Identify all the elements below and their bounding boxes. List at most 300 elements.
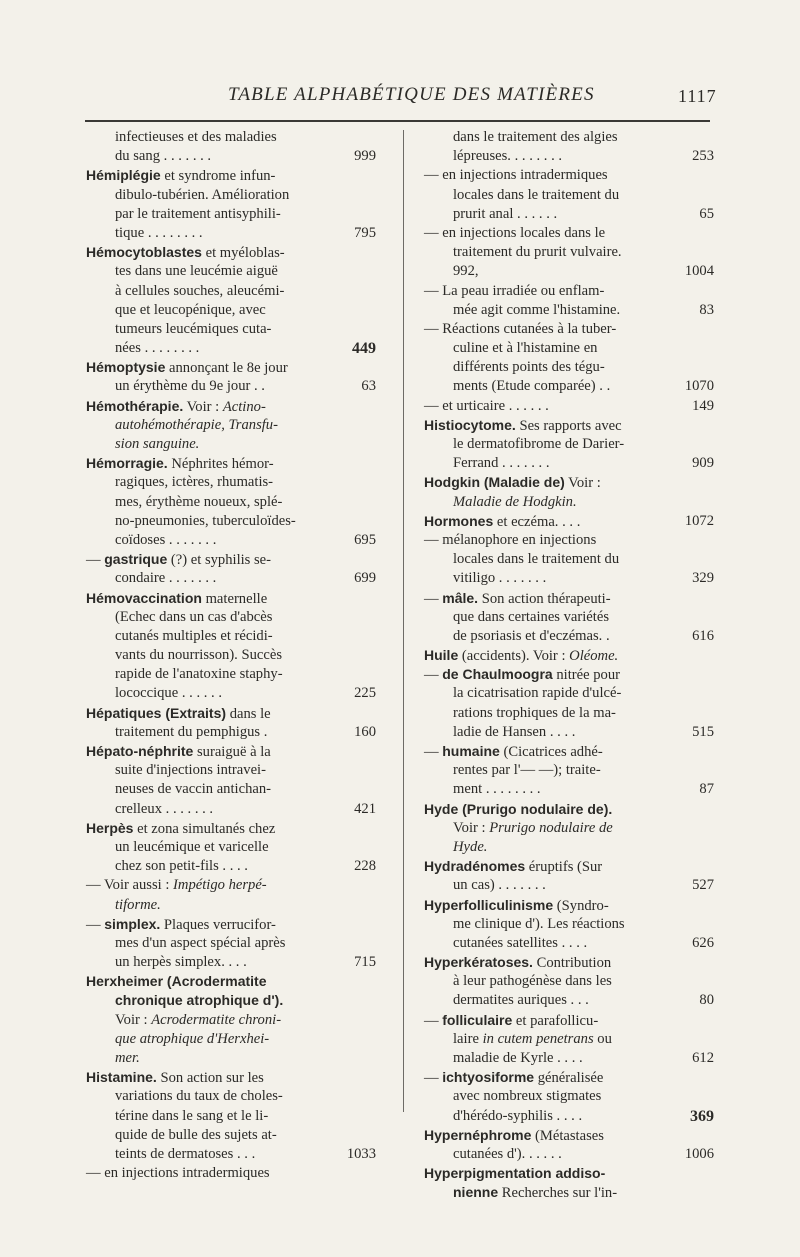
entry-headword: — [86, 877, 104, 894]
page-reference: 83 [699, 301, 714, 318]
entry-line [424, 186, 714, 205]
entry-headword: Hyperpigmentation addiso- [424, 1165, 606, 1182]
page-reference: 695 [354, 531, 376, 548]
entry-text: locales dans le traitement du [453, 551, 620, 568]
header-rule [85, 120, 710, 122]
entry-line [86, 416, 376, 435]
page-reference: 616 [692, 627, 714, 644]
index-entry [424, 1164, 714, 1202]
entry-headword: — [424, 531, 443, 548]
entry-text: en injections intradermiques [104, 1165, 270, 1182]
entry-text: mélanophore en injections [442, 531, 597, 548]
index-entry [424, 665, 714, 742]
entry-text: La peau irradiée ou enflam- [442, 282, 605, 299]
entry-text: un érythème du 9e jour . . [115, 378, 265, 395]
entry-text: culine et à l'histamine en [453, 340, 598, 357]
entry-text: et myéloblas- [201, 245, 285, 262]
entry-text: autohémothérapie, Transfu- [115, 416, 278, 433]
entry-text: mes, érythème noueux, splé- [115, 493, 283, 510]
entry-line [86, 1030, 376, 1049]
entry-headword: — gastrique [86, 551, 168, 569]
page-reference: 1006 [684, 1145, 714, 1162]
entry-text: rations trophiques de la ma- [453, 704, 616, 721]
entry-line [424, 301, 714, 320]
index-column-left [86, 128, 376, 1183]
entry-line [424, 723, 714, 742]
entry-text: térine dans le sang et le li- [115, 1107, 269, 1124]
index-column-right [424, 128, 714, 1203]
entry-text: et urticaire . . . . . . [442, 397, 549, 414]
index-entry [86, 358, 376, 396]
entry-text: Son action sur les [156, 1070, 264, 1087]
entry-headword: — [424, 320, 443, 337]
entry-line [424, 377, 714, 396]
entry-text: (Syndro- [553, 897, 609, 914]
page-number: 1117 [678, 86, 717, 106]
entry-line [86, 742, 376, 761]
entry-headword: — de Chaulmoogra [424, 666, 553, 684]
entry-text: de psoriasis et d'eczémas. . [453, 627, 610, 644]
entry-headword: — [424, 167, 443, 184]
entry-line [86, 761, 376, 780]
entry-line [86, 627, 376, 646]
entry-text: et zona simultanés chez [133, 820, 276, 837]
index-entry [424, 282, 714, 320]
index-entry [424, 531, 714, 589]
entry-text: nienne Recherches sur l'in- [453, 1184, 618, 1202]
entry-text: neuses de vaccin antichan- [115, 781, 271, 798]
entry-text: lococcique . . . . . . [115, 685, 222, 702]
page-reference: 160 [354, 723, 376, 740]
entry-line [86, 1164, 376, 1183]
page-reference: 421 [354, 800, 376, 817]
entry-headword: Hémovaccination [86, 589, 202, 606]
page-reference: 699 [354, 570, 376, 587]
entry-text: rapide de l'anatoxine staphy- [115, 666, 283, 683]
entry-text: du sang . . . . . . . [115, 148, 212, 165]
entry-text: Voir : Acrodermatite chroni- [115, 1011, 282, 1028]
entry-text: à cellules souches, aleucémi- [115, 282, 285, 299]
entry-text: et eczéma. . . . [493, 513, 581, 530]
entry-text: tiforme. [115, 896, 161, 913]
entry-text: différents points des tégu- [453, 359, 605, 376]
entry-text: traitement du pemphigus . [115, 723, 268, 740]
entry-line [86, 282, 376, 301]
index-entry [424, 128, 714, 166]
entry-text: dans le traitement des algies [453, 129, 618, 145]
entry-line [424, 704, 714, 723]
entry-line [86, 377, 376, 396]
entry-line [424, 224, 714, 243]
page-reference: 795 [354, 224, 376, 241]
index-entry [86, 819, 376, 877]
page-reference: 626 [692, 934, 714, 951]
entry-text: avec nombreux stigmates [453, 1088, 602, 1105]
entry-text: d'hérédo-syphilis . . . . [453, 1107, 583, 1124]
page-reference: 1033 [346, 1145, 376, 1162]
index-entry [424, 1126, 714, 1164]
entry-headword: Hyde (Prurigo nodulaire de). [424, 800, 613, 817]
entry-headword: Hépatiques (Extraits) [86, 704, 227, 721]
index-entry [86, 166, 376, 243]
entry-line [86, 569, 376, 588]
entry-text: éruptifs (Sur [525, 859, 603, 876]
entry-text: Néphrites hémor- [167, 456, 274, 473]
entry-headword: Huile [424, 647, 459, 664]
entry-text: quide de bulle des sujets at- [115, 1126, 277, 1143]
index-entry [86, 1068, 376, 1164]
entry-line [424, 1126, 714, 1145]
entry-line [424, 1183, 714, 1202]
entry-headword: — simplex. [86, 915, 161, 933]
entry-text: Réactions cutanées à la tuber- [442, 320, 617, 337]
entry-line [424, 857, 714, 876]
entry-text: Maladie de Hodgkin. [453, 493, 577, 510]
entry-line [424, 473, 714, 492]
index-entry [424, 896, 714, 954]
entry-line [424, 128, 714, 147]
entry-text: à leur pathogénèse dans les [453, 973, 612, 990]
entry-line [86, 934, 376, 953]
entry-headword: Hémocytoblastes [86, 244, 202, 261]
entry-headword: Hormones [424, 512, 494, 529]
entry-line [86, 1068, 376, 1087]
entry-line [86, 358, 376, 377]
entry-text: suite d'injections intravei- [115, 762, 266, 779]
entry-headword: Hémorragie. [86, 455, 168, 472]
index-entry [424, 416, 714, 474]
index-entry [424, 473, 714, 511]
entry-text: tes dans une leucémie aiguë [115, 263, 278, 280]
entry-line [86, 512, 376, 531]
entry-text: que et leucopénique, avec [115, 301, 266, 318]
entry-text: infectieuses et des maladies [115, 129, 277, 145]
entry-text: tique . . . . . . . . [115, 224, 203, 241]
entry-text: ments (Etude comparée) . . [453, 378, 611, 395]
entry-line [424, 915, 714, 934]
entry-line [424, 646, 714, 665]
entry-headword: Hypernéphrome [424, 1126, 532, 1143]
entry-line [86, 1011, 376, 1030]
index-entry [424, 1068, 714, 1126]
entry-text: lépreuses. . . . . . . . [453, 148, 563, 165]
entry-text: chez son petit-fils . . . . [115, 858, 248, 875]
entry-line [86, 301, 376, 320]
entry-line [86, 684, 376, 703]
page-reference: 87 [699, 781, 714, 798]
entry-text: que dans certaines variétés [453, 608, 609, 625]
column-divider [403, 130, 404, 1112]
entry-headword: — folliculaire [424, 1011, 513, 1029]
index-entry [424, 742, 714, 800]
index-entry [424, 1011, 714, 1069]
entry-text: tumeurs leucémiques cuta- [115, 320, 272, 337]
entry-text: en injections locales dans le [442, 224, 606, 241]
index-entry [424, 512, 714, 531]
entry-text: (Métastases [531, 1127, 604, 1144]
entry-text: cutanées d'). . . . . . [453, 1145, 562, 1162]
page-reference: 369 [690, 1107, 714, 1125]
index-entry [86, 742, 376, 819]
entry-line [424, 800, 714, 819]
entry-line [86, 1145, 376, 1164]
entry-text: Ses rapports avec [515, 417, 622, 434]
entry-headword: — mâle. [424, 589, 479, 607]
entry-line [424, 684, 714, 703]
index-entry [86, 454, 376, 550]
index-entry [86, 550, 376, 588]
entry-line [424, 972, 714, 991]
entry-line [424, 1068, 714, 1087]
entry-line [424, 780, 714, 799]
entry-headword: Histamine. [86, 1069, 157, 1086]
entry-line [86, 243, 376, 262]
entry-line [86, 128, 376, 147]
page-reference: 612 [692, 1050, 714, 1066]
entry-line [86, 205, 376, 224]
entry-text: Voir : [564, 475, 601, 492]
entry-line [424, 166, 714, 185]
entry-text: un leucémique et varicelle [115, 838, 269, 855]
entry-line [86, 665, 376, 684]
entry-text: no-pneumonies, tuberculoïdes- [115, 512, 296, 529]
entry-line [86, 991, 376, 1010]
page-reference: 909 [692, 455, 714, 472]
entry-line [86, 1087, 376, 1106]
entry-text: locales dans le traitement du [453, 186, 620, 203]
page-reference: 253 [692, 148, 714, 165]
entry-headword: — ichtyosiforme [424, 1069, 535, 1087]
entry-line [424, 991, 714, 1010]
entry-text: coïdoses . . . . . . . [115, 531, 217, 548]
index-entry [86, 704, 376, 742]
entry-text: ragiques, ictères, rhumatis- [115, 474, 274, 491]
entry-line [424, 262, 714, 281]
index-entry [86, 972, 376, 1068]
index-entry [424, 224, 714, 282]
index-entry [424, 320, 714, 397]
index-entry [86, 876, 376, 914]
entry-line [86, 320, 376, 339]
entry-text: mée agit comme l'histamine. [453, 301, 621, 318]
entry-line [424, 876, 714, 895]
entry-text: dibulo-tubérien. Amélioration [115, 186, 290, 203]
entry-line [424, 550, 714, 569]
entry-line [86, 262, 376, 281]
entry-line [424, 761, 714, 780]
entry-text: teints de dermatoses . . . [115, 1145, 256, 1162]
index-entry [86, 589, 376, 704]
entry-line [424, 1164, 714, 1183]
entry-headword: Hémoptysie [86, 359, 166, 376]
entry-headword: Herpès [86, 819, 134, 836]
entry-line [424, 665, 714, 684]
entry-line [86, 186, 376, 205]
entry-line [424, 397, 714, 416]
entry-text: maternelle [201, 590, 268, 607]
index-entry [86, 1164, 376, 1183]
entry-line [86, 339, 376, 358]
entry-text: mes d'un aspect spécial après [115, 934, 286, 951]
page-reference: 149 [692, 397, 714, 414]
entry-line [86, 473, 376, 492]
entry-line [424, 205, 714, 224]
entry-line [424, 589, 714, 608]
entry-line [424, 243, 714, 262]
entry-line [86, 704, 376, 723]
page-reference: 225 [354, 685, 376, 702]
entry-line [86, 1126, 376, 1145]
entry-line [424, 569, 714, 588]
entry-line [86, 876, 376, 895]
entry-line [86, 838, 376, 857]
entry-text: que atrophique d'Herxhei- [115, 1030, 270, 1047]
entry-line [86, 608, 376, 627]
index-entry [86, 915, 376, 973]
entry-text: dermatites auriques . . . [453, 992, 589, 1009]
entry-headword: — [424, 397, 443, 414]
index-entry [86, 397, 376, 455]
entry-text: vants du nourrisson). Succès [115, 647, 282, 664]
entry-text: nées . . . . . . . . [115, 340, 200, 357]
entry-line [86, 224, 376, 243]
entry-line [424, 454, 714, 473]
entry-line [424, 147, 714, 166]
page-reference: 228 [354, 858, 376, 875]
entry-text: un cas) . . . . . . . [453, 877, 546, 894]
entry-line [86, 780, 376, 799]
index-entry [424, 646, 714, 665]
entry-text: ment . . . . . . . . [453, 781, 541, 798]
index-entry [424, 953, 714, 1011]
entry-line [86, 147, 376, 166]
entry-text: nitrée pour [552, 667, 620, 684]
page-reference: 63 [361, 378, 376, 395]
entry-text: généralisée [534, 1070, 604, 1087]
index-entry [424, 857, 714, 895]
entry-line [86, 819, 376, 838]
entry-text: me clinique d'). Les réactions [453, 915, 625, 932]
index-entry [86, 243, 376, 358]
entry-line [424, 435, 714, 454]
entry-text: et parafollicu- [512, 1012, 599, 1029]
entry-line [424, 627, 714, 646]
entry-text: la cicatrisation rapide d'ulcé- [453, 685, 622, 702]
entry-headword: Hyperfolliculinisme [424, 896, 554, 913]
entry-line [86, 646, 376, 665]
entry-line [86, 723, 376, 742]
page-reference: 80 [699, 992, 714, 1009]
entry-line [86, 454, 376, 473]
entry-text: laire in cutem penetrans ou [453, 1030, 612, 1047]
index-entry [424, 800, 714, 858]
entry-line [424, 608, 714, 627]
entry-line [424, 742, 714, 761]
entry-line [86, 953, 376, 972]
entry-line [86, 857, 376, 876]
page-reference: 515 [692, 723, 714, 740]
entry-text: un herpès simplex. . . . [115, 954, 247, 971]
entry-line [86, 397, 376, 416]
entry-line [86, 435, 376, 454]
entry-line [424, 819, 714, 838]
entry-line [424, 531, 714, 550]
entry-line [86, 800, 376, 819]
entry-text: (Echec dans un cas d'abcès [115, 608, 273, 625]
entry-headword: Hémiplégie [86, 167, 161, 184]
entry-text: ladie de Hansen . . . . [453, 723, 576, 740]
page-reference: 449 [352, 340, 376, 358]
entry-line [424, 493, 714, 512]
page-reference: 1070 [684, 378, 714, 395]
entry-headword: Hépato-néphrite [86, 743, 194, 759]
entry-text: variations du taux de choles- [115, 1088, 283, 1105]
entry-text: dans le [226, 705, 271, 722]
entry-headword: Histiocytome. [424, 416, 516, 433]
page-reference: 715 [354, 954, 376, 971]
index-entry [424, 166, 714, 224]
entry-text: chronique atrophique d'). [115, 992, 284, 1009]
entry-line [424, 1049, 714, 1068]
entry-headword: Hyperkératoses. [424, 954, 533, 971]
entry-text: Ferrand . . . . . . . [453, 455, 550, 472]
entry-line [86, 550, 376, 569]
entry-headword: Hydradénomes [424, 858, 526, 875]
entry-line [86, 589, 376, 608]
entry-line [86, 1049, 376, 1068]
entry-text: Voir : Actino- [183, 398, 266, 415]
running-head [0, 80, 800, 116]
entry-text: suraiguë à la [193, 744, 271, 760]
entry-line [424, 896, 714, 915]
entry-headword: Herxheimer (Acrodermatite [86, 973, 267, 990]
entry-text: maladie de Kyrle . . . . [453, 1050, 583, 1066]
entry-line [424, 320, 714, 339]
entry-line [424, 416, 714, 435]
entry-text: cutanées satellites . . . . [453, 934, 588, 951]
entry-text: en injections intradermiques [442, 167, 608, 184]
entry-line [424, 1087, 714, 1106]
entry-headword: — [86, 1165, 105, 1182]
entry-text: Contribution [532, 955, 612, 972]
entry-text: Son action thérapeuti- [478, 590, 611, 607]
entry-line [424, 282, 714, 301]
entry-text: mer. [115, 1050, 140, 1066]
page-reference: 65 [699, 205, 714, 222]
entry-text: traitement du prurit vulvaire. [453, 244, 622, 261]
entry-text: (Cicatrices adhé- [499, 744, 603, 760]
entry-text: Voir aussi : Impétigo herpé- [103, 877, 267, 894]
entry-line [424, 512, 714, 531]
entry-text: vitiligo . . . . . . . [453, 570, 547, 587]
entry-text: Hyde. [453, 838, 488, 855]
index-entry [424, 397, 714, 416]
entry-text: Plaques verrucifor- [160, 916, 276, 933]
entry-line [86, 1107, 376, 1126]
index-entry [86, 128, 376, 166]
entry-headword: — [424, 224, 443, 241]
entry-text: sion sanguine. [115, 436, 200, 452]
entry-line [424, 838, 714, 857]
page-reference: 1072 [684, 512, 714, 529]
entry-headword: Hémothérapie. [86, 397, 184, 414]
entry-text: et syndrome infun- [160, 168, 276, 185]
entry-text: prurit anal . . . . . . [453, 205, 558, 222]
entry-line [424, 358, 714, 377]
page-reference: 1004 [684, 263, 714, 280]
entry-text: Voir : Prurigo nodulaire de [453, 819, 613, 836]
entry-line [424, 934, 714, 953]
